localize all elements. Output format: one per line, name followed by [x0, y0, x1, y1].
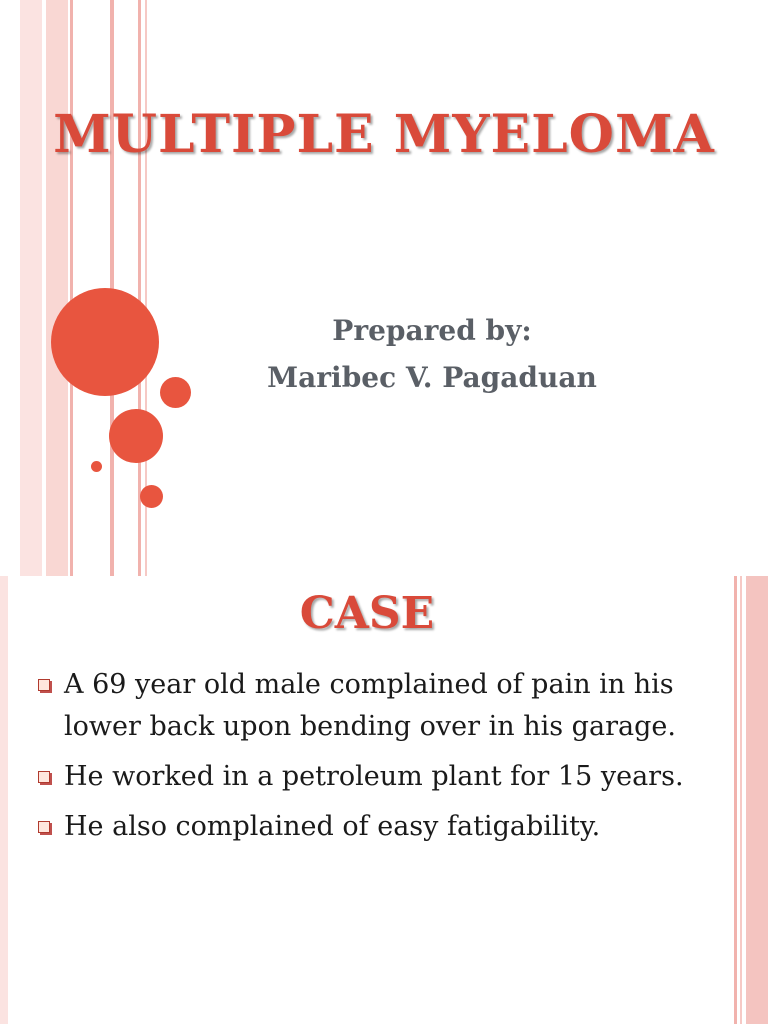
case-title: CASE [299, 588, 435, 639]
square-bullet-icon [38, 821, 50, 833]
decorative-circle-small [160, 377, 191, 408]
decorative-circle-medium [109, 409, 163, 463]
decorative-circle-tiny [91, 461, 102, 472]
case-slide [0, 576, 768, 1024]
list-item [38, 664, 708, 748]
square-bullet-icon [38, 771, 50, 783]
decorative-stripe [0, 576, 8, 1024]
decorative-stripe [20, 0, 42, 576]
decorative-circle-large [51, 288, 159, 396]
bullet-text: He worked in a petroleum plant for 15 years. [64, 761, 684, 792]
slide-title: MULTIPLE MYELOMA [53, 104, 715, 165]
decorative-stripe [46, 0, 68, 576]
decorative-stripe [734, 576, 737, 1024]
bullet-text: He also complained of easy fatigability. [64, 811, 601, 842]
decorative-circle-small [140, 485, 163, 508]
prepared-by-label: Prepared by: [332, 314, 532, 347]
square-bullet-icon [38, 679, 50, 691]
decorative-stripe [138, 0, 141, 576]
bullet-text: A 69 year old male complained of pain in his lower back upon bending over in his garage. [64, 669, 676, 742]
decorative-stripe [740, 576, 742, 1024]
decorative-stripe [746, 576, 768, 1024]
decorative-stripe [70, 0, 73, 576]
list-item [38, 806, 708, 848]
author-name: Maribec V. Pagaduan [267, 361, 597, 394]
list-item [38, 756, 708, 798]
case-bullet-list [38, 664, 708, 856]
